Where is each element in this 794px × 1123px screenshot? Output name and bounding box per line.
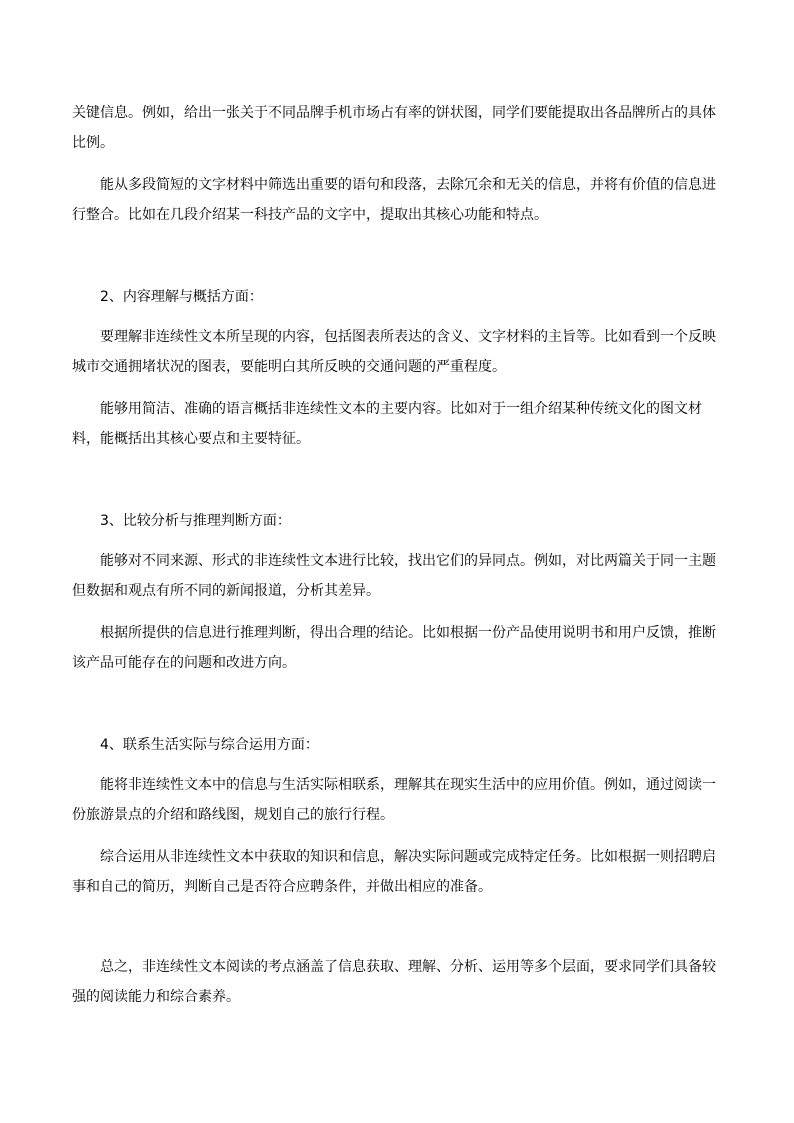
paragraph-information-integration: 能从多段简短的文字材料中筛选出重要的语句和段落，去除冗余和无关的信息，并将有价值的信息进行整合。比如在几段介绍某一科技产品的文字中，提取出其核心功能和特点。	[72, 177, 716, 223]
paragraph-conclusion: 总之，非连续性文本阅读的考点涵盖了信息获取、理解、分析、运用等多个层面，要求同学们具备较强的阅读能力和综合素养。	[72, 959, 716, 1005]
paragraph-continuation: 关键信息。例如，给出一张关于不同品牌手机市场占有率的饼状图，同学们要能提取出各品牌所占的具体比例。	[72, 105, 716, 151]
spacer	[72, 690, 726, 730]
spacer	[72, 466, 726, 506]
paragraph-section-2a: 要理解非连续性文本所呈现的内容，包括图表所表达的含义、文字材料的主旨等。比如看到一个反映城市交通拥堵状况的图表，要能明白其所反映的交通问题的严重程度。	[72, 329, 716, 375]
paragraph-section-3a: 能够对不同来源、形式的非连续性文本进行比较，找出它们的异同点。例如，对比两篇关于同一主题但数据和观点有所不同的新闻报道，分析其差异。	[72, 553, 716, 599]
spacer	[72, 914, 726, 952]
paragraph-section-2b: 能够用简洁、准确的语言概括非连续性文本的主要内容。比如对于一组介绍某种传统文化的图文材料，能概括出其核心要点和主要特征。	[72, 401, 702, 447]
section-heading-4: 4、联系生活实际与综合运用方面：	[100, 737, 319, 753]
paragraph-section-4a: 能将非连续性文本中的信息与生活实际相联系，理解其在现实生活中的应用价值。例如，通过阅读一份旅游景点的介绍和路线图，规划自己的旅行行程。	[72, 777, 716, 823]
spacer	[72, 242, 726, 282]
section-heading-2: 2、内容理解与概括方面：	[100, 289, 263, 305]
paragraph-section-4b: 综合运用从非连续性文本中获取的知识和信息，解决实际问题或完成特定任务。比如根据一则招聘启事和自己的简历，判断自己是否符合应聘条件，并做出相应的准备。	[72, 849, 716, 895]
paragraph-section-3b: 根据所提供的信息进行推理判断，得出合理的结论。比如根据一份产品使用说明书和用户反馈，推断该产品可能存在的问题和改进方向。	[72, 625, 716, 671]
section-heading-3: 3、比较分析与推理判断方面：	[100, 513, 291, 529]
